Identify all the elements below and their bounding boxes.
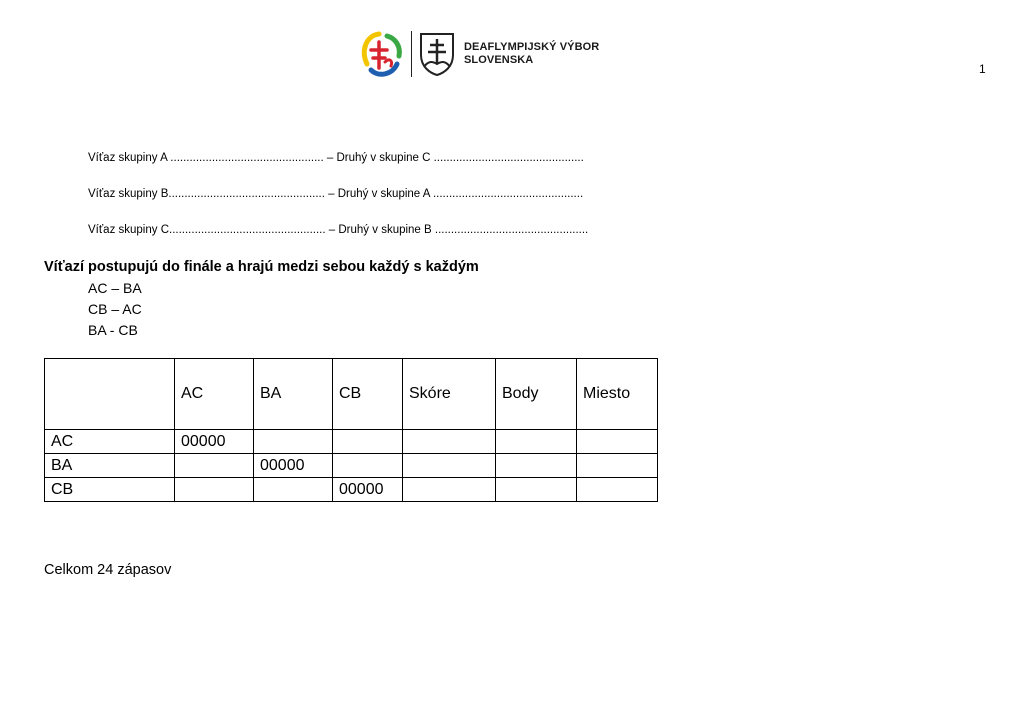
table-header-cell: AC	[175, 359, 254, 430]
pairing-2: CB – AC	[88, 301, 142, 317]
table-header-cell: CB	[333, 359, 403, 430]
table-header-cell: BA	[254, 359, 333, 430]
table-cell	[577, 454, 658, 478]
group-line-2-right: – Druhý v skupine A ...............................................	[328, 188, 584, 200]
table-cell	[254, 430, 333, 454]
table-header-cell	[45, 359, 175, 430]
group-line-1-right: – Druhý v skupine C ...............................................	[326, 152, 584, 164]
table-cell	[577, 478, 658, 502]
table-cell	[577, 430, 658, 454]
table-row	[45, 430, 658, 454]
table-cell	[403, 454, 496, 478]
table-cell: 00000	[333, 478, 403, 502]
org-name-line1: DEAFLYMPIJSKÝ VÝBOR	[464, 41, 600, 53]
pairing-1: AC – BA	[88, 280, 142, 296]
group-line-3-left: Víťaz skupiny C.................................................	[88, 224, 326, 236]
group-line-2-left: Víťaz skupiny B.................................................	[88, 188, 325, 200]
table-cell: 00000	[175, 430, 254, 454]
final-headline: Víťazí postupujú do finále a hrajú medzi sebou každý s každým	[44, 259, 479, 275]
pairing-3: BA - CB	[88, 322, 138, 338]
table-cell	[403, 430, 496, 454]
table-cell	[175, 478, 254, 502]
table-header-cell: Skóre	[403, 359, 496, 430]
table-cell: CB	[45, 478, 175, 502]
table-cell	[175, 454, 254, 478]
org-name-line2: SLOVENSKA	[464, 54, 534, 66]
table-cell	[254, 478, 333, 502]
group-line-3	[88, 224, 588, 236]
table-cell: AC	[45, 430, 175, 454]
group-line-2	[88, 188, 583, 200]
table-cell	[496, 430, 577, 454]
table-cell	[496, 478, 577, 502]
table-header-cell: Body	[496, 359, 577, 430]
table-cell	[496, 454, 577, 478]
table-cell	[333, 430, 403, 454]
group-line-1	[88, 152, 584, 164]
table-row	[45, 478, 658, 502]
logo-divider	[411, 31, 412, 77]
table-cell: BA	[45, 454, 175, 478]
table-cell	[333, 454, 403, 478]
total-matches: Celkom 24 zápasov	[44, 562, 172, 578]
table-cell: 00000	[254, 454, 333, 478]
table-cell	[403, 478, 496, 502]
table-row	[45, 454, 658, 478]
results-table	[44, 358, 658, 502]
group-line-3-right: – Druhý v skupine B ................................................	[328, 224, 589, 236]
page-number: 1	[979, 62, 986, 76]
group-line-1-left: Víťaz skupiny A ................................................	[88, 152, 324, 164]
deaflympics-emblem-icon	[357, 28, 405, 80]
header-logo	[357, 28, 599, 80]
table-header-row	[45, 359, 658, 430]
table-header-cell: Miesto	[577, 359, 658, 430]
org-name	[464, 41, 599, 67]
slovak-coat-of-arms-icon	[418, 31, 456, 77]
